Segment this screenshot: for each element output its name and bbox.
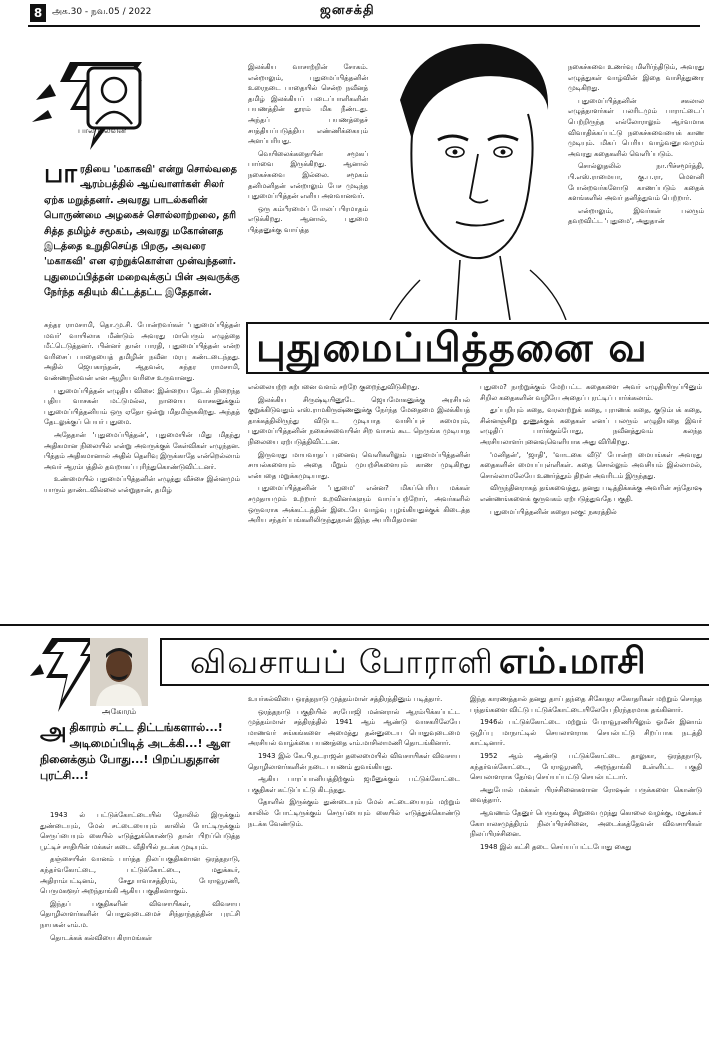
paragraph: எல்லையற்ற கற்பனை வளம் சற்றே குறைந்துவிடுகிறது. (248, 383, 420, 391)
page-number: 8 (30, 4, 46, 22)
author-byline: பால் நிலவன் (78, 126, 126, 135)
portrait-sketch (360, 30, 570, 324)
paragraph: 1943 இல் கே.பி.நடராஜன் தலைமையில் விவசாயிகள் விவசாய தொழிலாளர்களின் நடை பயணம் துவங்கியது. (248, 751, 460, 771)
paragraph: உண்மையில் புதுமைப்பித்தனின் எழுத்து வீச்சை இன்னமும் யாரும் தாண்டவில்லை என்றுதான், தமிழ் (44, 475, 240, 494)
paragraph: அதேதான் 'புதுமைப்பித்தன்', புதுமையின் மிது மிதந்து அதிகமான நிலையில் என்று அவருக்குக் கேள்விகள் எழுந்தன. பித்தம் அதிகமானால் அதில் தெளிவு இருக்காதே என்றெல்லாம் அவர் ஆரம்பத்தில் தவறாகப் புரிந்துகொண்டுவிட்டனர். (44, 430, 240, 471)
article2-column-1 (40, 810, 240, 1042)
drop-cap: அ (40, 717, 67, 745)
article2-column-2 (248, 694, 460, 1042)
article1-column-right-top (568, 62, 704, 317)
paragraph: ஆவணம் தேனுர் பெருங்குடி சிறுவை முந்து கொலை வழக்கு, மதுக்கூர் கோபாலசமுத்திரம் நிலப்பிரச்சினை, அடைக்கத்தேவன் விவசாயிகள் நிலப்பிரச்சினை. (470, 808, 702, 839)
issue-date: அக.30 - நவ.05 / 2022 (52, 7, 152, 17)
masthead-rule (28, 25, 700, 27)
article-divider (0, 624, 709, 626)
paragraph: புதுமைப்பித்தனின் 'புதுமை' என்ன? மிகப்பெரிய மக்கள் சமுதாயமும் உற்றார் உறவினர்களும் வாய்ப்பற்றோர், அவர்களில் ஒருவராக அக்கட்டத்தின் இடையே வாழ்வு புழங்கியதுக்குக் கிடைத்த அரிய சந்தர்ப்பங்களிலிருந்துதான் இந்த அபரிமிதமான (248, 484, 470, 525)
paragraph: 1952 ஆம் ஆண்டு பட்டுக்கோட்டை தாலுகா, ஒரத்தநாடு, கந்தர்வக்கோட்டை, பேராவூரணி, அறந்தாங்கி உள்ளிட்ட பகுதி செயலாளராக தேர்வு செய்யப்பட்டு செயல்பட்டார். (470, 751, 702, 782)
paragraph: இலக்கிய சிருஷ்டியினூடே ஜெயமோகனுக்கு அரசியல் குறுக்கிடுவதும் எஸ்.ராமகிருஷ்ணனுக்கு நேர்ந்த மேதைமை இலக்கியத் தாக்கத்திலிருந்து விடுபட முடியாத வாசிப்புச் சுமையும், புதுமைப்பித்தனின் நகைச்சுவையின் சிற வாசம் கூட நெருங்க முடியாத நிலையை ஏற்படுத்திவிட்டன. (248, 395, 470, 446)
drop-cap: பா (44, 159, 77, 189)
paragraph: ஒரு கம்பீரமைப் போலப் பிரமாதம் எடுக்கிறது. ஆனால், புதுமை பித்தனுக்கு வாய்த்த (248, 204, 368, 234)
paragraph: இருவரது மாயவாதப் புனைவு வெளிகளிலும் புதுமைப்பித்தனின் சாயல்களையும் அதை மீறும் முயற்சிகளையும் காண முடிகிறது என்பதை மறுக்கமுடியாது. (248, 450, 470, 480)
paragraph: புதுமைப்பித்தன் எழுதிய விசை: இன்றைய தேடல் நிறைந்த புதிய வாசகன் மட்டுமல்ல, நாளைய வாசகனுக்கும் புதுமைப்பித்தனியம் ஒரு ஏதோ ஒன்று மிதமிஞ்சுகிறது. அந்தத் தேடலுக்குப் பெயர் புதுமை. (44, 386, 240, 427)
paragraph: 'மனிதன்', 'ஜாதி', 'வாடகை வீடு' போன்ற மையங்கள் அவரது கதைகளின் மையப்புள்ளிகள். கதை சொல்லும் அவசியம் இல்லாமல், சொல்லாமலேயே உணர்த்தும் திறன் அவரிடம் இருந்தது. (480, 450, 702, 480)
masthead (0, 0, 709, 26)
paragraph: புதுமைப்பித்தனின் கதையுலகு: நகரத்தில் (490, 507, 617, 516)
author-photo (90, 638, 148, 706)
paragraph: அதுபோல் மக்கள் பிரச்சினைகளான ரோஷன் பருக்களை கொண்டு வைத்தார். (470, 785, 702, 805)
paragraph: 1943 ல் பட்டுக்கோட்டையில் தோலில் இருக்கும் துண்டையும், மேல் சட்டையையும் காலில் போட்டிருக்கும் செருப்பையும் கையில் எடுத்துக்கொண்டு தான் பிறப்பெடுத்த பூட்டிச் சாதியின் மக்கள் கடை வீதியில் நடக்க முடியும். (40, 811, 240, 851)
paragraph: புதுமை? நாற்றுக்கும் மேற்பட்ட கதைகளை அவர் எழுதியிருப்பினும் சிறில கதைகளின் வழியே அதைப் புரட்டிப் பார்க்கலாம். (480, 383, 702, 402)
intro-text: ரதியை 'மகாகவி' என்று சொல்வதை ஆரம்பத்தில் ஆய்வாளர்கள் சிலர் ஏற்க மறுத்தனர். அவரது பாடல்களின் பொருண்மை அழகைச் சொல்லாற்றலை, தரி சித்த தமிழ்ச் சமூகம், அவரது மகோன்னத இடத்தை உறுதிசெய்த பிறகு, அவரை 'மகாகவி' என ஏற்றுக்கொள்ள முன்வந்தனர். புதுமைப்பித்தன் மறைவுக்குப் பின் அவருக்கு நேர்ந்த கதியும் கிட்டத்தட்ட இதேதான். (44, 164, 240, 299)
headline-heavy: எம்.மாசி (498, 641, 646, 682)
lightning-logo-icon (28, 636, 98, 714)
paragraph: சுந்தர ராமசாமி, தொ.மு.சி. போன்றவர்கள் 'புதுமைப்பித்தன் மவர்' வாயிலாக மீண்டும் அவரது மாபெரும் எழுத்தை மீட்டெடுத்தனர். பின்னர் தான் பாரதி, புதுமைப்பித்தன் என்ற வரிசைப் பாதையைத் தமிழின் நவீன மரபு கண்டடைந்தது. அதில் ஜெயகாந்தன், ஆதவன், சுந்தர ராமசாமி, வண்ணநிலவன் என ஆழிய வரிசை உருவானது. (44, 321, 240, 382)
paragraph: துப்பறியும் கதை, வரலாற்றுக் கதை, புராணக் கதை, குடும்பக் கதை, சின்னஞ்சிறு துணுக்குக் கதைகள் எனப் பலரும் எழுதியதை இவர் எழுதிப் பார்க்கும்போது, நவீனத்துவம் கலந்த அரசியலாளர்புனைவுவெளியாக அது விரிகிறது. (480, 406, 702, 446)
pull-quote (40, 717, 240, 784)
paper-name: ஜனசக்தி (320, 3, 375, 18)
paragraph: நகைச்சுவை உணர்வு மிளிர்ந்திடும், அவரது எழுத்துகள் வாழ்வின் இதை வாசித்துணர முடிகிறது. (568, 63, 704, 93)
article1-column-center-top (248, 62, 368, 317)
paragraph: 1946ல் பட்டுக்கோட்டை மற்றும் பேராவூரணியிலும் ஓமீன் இனாம் ஒழிப்பு மாநாட்டில் செயலாளராக செயல்பட்டு சிறப்பாக நடத்தி காட்டினார். (470, 718, 702, 748)
article1-headline: புதுமைப்பித்தனை வ (246, 322, 709, 374)
paragraph: ஆகிய பாரப்பானியத்திற்கும் ஜமீனுக்கும் பட்டுக்கோட்டை பகுதிகள் கட்டுப்பட்டு கிடந்தது. (248, 775, 460, 794)
article1-column-3 (480, 382, 702, 622)
paragraph: தோளில் இருக்கும் துண்டையும் மேல் சட்டையையும் மற்றும் காலில் போட்டிருக்கும் செருப்பையும் கையில் எடுத்துக்கொண்டு நடக்க வேண்டும். (248, 798, 460, 828)
article2-headline (160, 638, 709, 686)
paragraph: உயர்கல்விபை ஒரத்தநாடு முத்தம்மாள் சத்திரத்தினும் படித்தார். (248, 695, 443, 703)
author-byline: அகோரம் (101, 707, 137, 716)
paragraph: 1948 இல் கட்சி தடை செய்யப்பட்டபோது கைது (480, 842, 632, 851)
paragraph: இலக்கிய வாசாற்றின் சோகம். என்றாலும், புதுமைப்பித்தனின் உரைநடை பாதையில் சென்ற நவீனத் தமிழ் இலக்கியப் படைப்பாளிகளின் பயணத்தின் தூரம் மிக நீண்டது. அந்தப் பயணத்தைச் சாத்தியப்படுத்திய எண்ணிக்கையும் அளப்பரியது. (248, 63, 368, 146)
paragraph: விருந்தினராகத் தங்கவைத்து, தனது படித்திக்கக்கு அவரின் சந்தோஷ எண்ணங்களைக் குருவகம் ஏற்படுத்துவதே பகுதி. (480, 484, 702, 503)
paragraph: சொல்லுதலில் நா.பிச்சமூர்த்தி, பி.எஸ்.ராமையா, கு.ப.ரா, மெளனி போன்றவர்களோடு காணப்படும் கதைக் களங்களில் அவர் தனித்துவம் பெற்றார். (568, 162, 704, 203)
pull-quote-text: திகாரம் சட்ட திட்டங்களால்...! அடிமைப்பிடித் அடக்கி...! ஆள நினைக்கும் போது...! பிறப்பதுதான் புரட்சி...! (40, 721, 231, 782)
lightning-logo-icon (30, 60, 150, 152)
article1-column-2 (248, 382, 470, 622)
paragraph: இந்தப் பகுதிகளின் விவசாயிகள், விவசாய தொழிலாளர்களின் பொதுவுடைமைச் சிந்தாந்தத்தின் புரட்சி நாயகன் எம்.ம. (40, 899, 240, 929)
paragraph: என்றாலும், இவர்கள் பலரும் தவறவிட்ட 'புதுமை', அதுதான் (568, 206, 704, 226)
intro-paragraph (44, 159, 242, 301)
article1-column-1 (44, 320, 240, 620)
paragraph: தொடக்கக் கல்வியை கிராமங்கள் (50, 933, 152, 942)
paragraph: தஞ்சையின் வானம் பார்த்த நிலப்பகுதிகளான ஒரத்தநாடு, கந்தர்வகோட்டை, பட்டுக்கோட்டை, மதுக்கூர், அதிராம்பட்டினம், சேதுபாவாசத்திரம், பேராவூரணி, பெருமகளூர் அறந்தாங்கி ஆகிய பகுதிகளாகும். (40, 855, 240, 896)
paragraph: வெயிலைக்கதையின் சமூகப் பார்வை இருக்கிறது. ஆனால் நகைச்சுவை இல்லை. சமூகம் தனிமனிதன் என்றாலும் பேச முடிந்த புதுமைப்பித்தன் எளிய அளவானவர். (248, 149, 368, 201)
headline-light: விவசாயப் போராளி (190, 643, 494, 681)
paragraph: ஒரத்தநாடு பகுதியில் சரபோஜி மன்னரால் ஆரம்பிக்கப்பட்ட முத்தம்மாள் சத்திரத்தில் 1941 ஆம் ஆண்டு வாசகரிலேயே மாணவர் சங்கங்களை அமைத்து தன்னுடைய பொதுவுடைமை அரசியல் வாழ்க்கை பயணத்தை எம்.மாசிலாமணி தொடங்கினார். (248, 707, 460, 748)
paragraph: புதுமைப்பித்தனின் சகலால எழுத்தாளர்கள் பலரிடமும் பாராட்டைப் பெற்றிருந்த எல்லோராலும் ஆர்வமாக விவாதிக்கப்பட்டு நகைச்சுவையைக் காண முடியும். மிகப் பெரிய வாழ்வனுபவமும் அவரது கதைகளில் வெளிப்படும். (568, 96, 704, 158)
article2-column-3 (470, 694, 702, 1042)
paragraph: இந்த காரணத்தால் தனது தாய் தந்தை சிகோதர சகோதரிகள் மற்றும் சொந்த பந்தங்களை விட்டு பட்டுக்கோட்டையிலேயே நிரந்தரமாக தங்கினார். (470, 695, 702, 714)
